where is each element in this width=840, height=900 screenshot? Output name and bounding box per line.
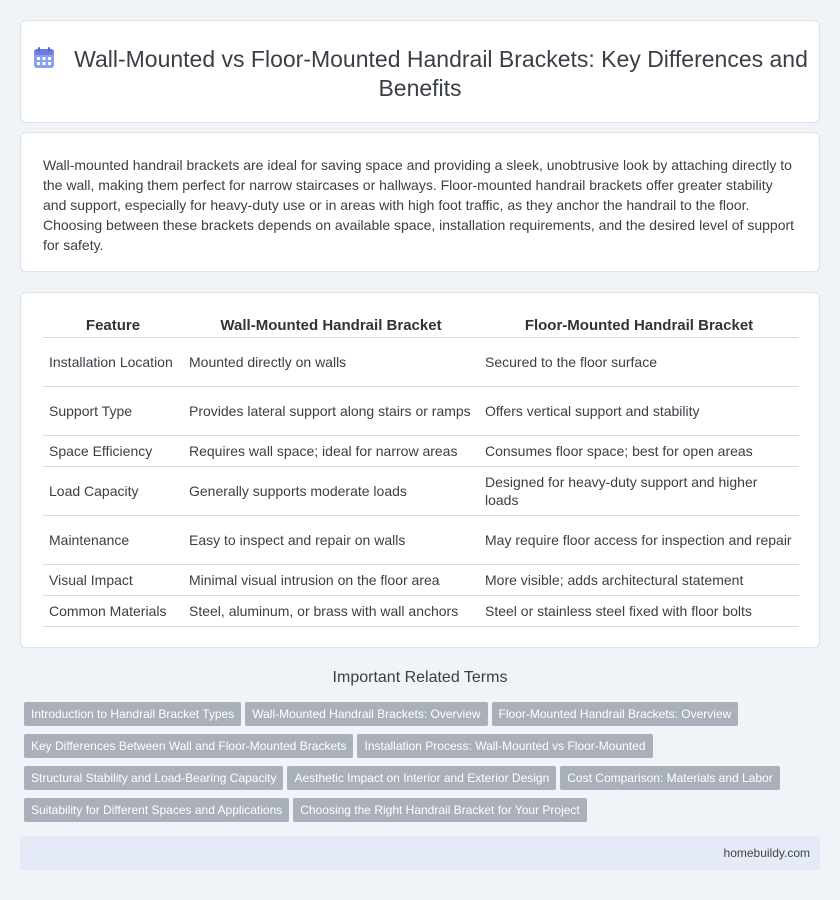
summary-card — [20, 132, 820, 272]
table-row — [43, 436, 799, 467]
wall-cell: Requires wall space; ideal for narrow areas — [183, 436, 479, 467]
tag-link[interactable]: Cost Comparison: Materials and Labor — [560, 766, 779, 790]
floor-cell: Steel or stainless steel fixed with floor bolts — [479, 596, 799, 627]
tag-row — [24, 734, 804, 766]
header-feature: Feature — [43, 315, 183, 338]
tag-link[interactable]: Key Differences Between Wall and Floor-Mounted Brackets — [24, 734, 353, 758]
tag-link[interactable]: Structural Stability and Load-Bearing Capacity — [24, 766, 283, 790]
floor-cell: Consumes floor space; best for open areas — [479, 436, 799, 467]
calendar-icon — [32, 46, 56, 70]
feature-cell: Common Materials — [43, 596, 183, 627]
feature-cell: Space Efficiency — [43, 436, 183, 467]
tag-row — [24, 798, 804, 830]
tag-link[interactable]: Introduction to Handrail Bracket Types — [24, 702, 241, 726]
tag-link[interactable]: Choosing the Right Handrail Bracket for Your Project — [293, 798, 587, 822]
floor-cell: Offers vertical support and stability — [479, 387, 799, 436]
floor-cell: More visible; adds architectural statement — [479, 565, 799, 596]
footer — [20, 836, 820, 870]
related-terms-title: Important Related Terms — [332, 669, 508, 686]
footer-site-link[interactable]: homebuildy.com — [723, 846, 810, 860]
tag-link[interactable]: Floor-Mounted Handrail Brackets: Overview — [492, 702, 739, 726]
header-floor-mounted: Floor-Mounted Handrail Bracket — [479, 315, 799, 338]
feature-cell: Maintenance — [43, 516, 183, 565]
floor-cell: Secured to the floor surface — [479, 338, 799, 387]
feature-cell: Visual Impact — [43, 565, 183, 596]
table-row — [43, 387, 799, 436]
page-title — [21, 45, 819, 103]
related-terms-tags — [24, 702, 804, 830]
table-row — [43, 596, 799, 627]
page-title-text: Wall-Mounted vs Floor-Mounted Handrail Brackets: Key Differences and Benefits — [74, 46, 808, 101]
comparison-table-card — [20, 292, 820, 648]
feature-cell: Load Capacity — [43, 467, 183, 516]
header-wall-mounted: Wall-Mounted Handrail Bracket — [183, 315, 479, 338]
floor-cell: Designed for heavy-duty support and higher loads — [479, 467, 799, 516]
summary-paragraph: Wall-mounted handrail brackets are ideal for saving space and providing a sleek, unobtrusive look by attaching directly to the wall, making them perfect for narrow staircases or hallways. Floor-mounted handrail brackets offer greater stability and support, especially for heavy-duty use or in areas with high foot traffic, as they anchor the handrail to the floor. Choosing between these brackets depends on available space, installation requirements, and the desired level of support for safety. — [43, 157, 795, 253]
tag-link[interactable]: Wall-Mounted Handrail Brackets: Overview — [245, 702, 487, 726]
tag-row — [24, 702, 804, 734]
floor-cell: May require floor access for inspection and repair — [479, 516, 799, 565]
tag-link[interactable]: Installation Process: Wall-Mounted vs Floor-Mounted — [357, 734, 652, 758]
wall-cell: Easy to inspect and repair on walls — [183, 516, 479, 565]
wall-cell: Mounted directly on walls — [183, 338, 479, 387]
tag-row — [24, 766, 804, 798]
table-row — [43, 338, 799, 387]
wall-cell: Provides lateral support along stairs or ramps — [183, 387, 479, 436]
table-row — [43, 516, 799, 565]
tag-link[interactable]: Aesthetic Impact on Interior and Exterior Design — [287, 766, 556, 790]
feature-cell: Support Type — [43, 387, 183, 436]
title-card — [20, 20, 820, 123]
wall-cell: Steel, aluminum, or brass with wall anchors — [183, 596, 479, 627]
comparison-table — [43, 315, 799, 627]
wall-cell: Minimal visual intrusion on the floor area — [183, 565, 479, 596]
table-row — [43, 467, 799, 516]
feature-cell: Installation Location — [43, 338, 183, 387]
table-header-row — [43, 315, 799, 338]
table-row — [43, 565, 799, 596]
tag-link[interactable]: Suitability for Different Spaces and Applications — [24, 798, 289, 822]
wall-cell: Generally supports moderate loads — [183, 467, 479, 516]
